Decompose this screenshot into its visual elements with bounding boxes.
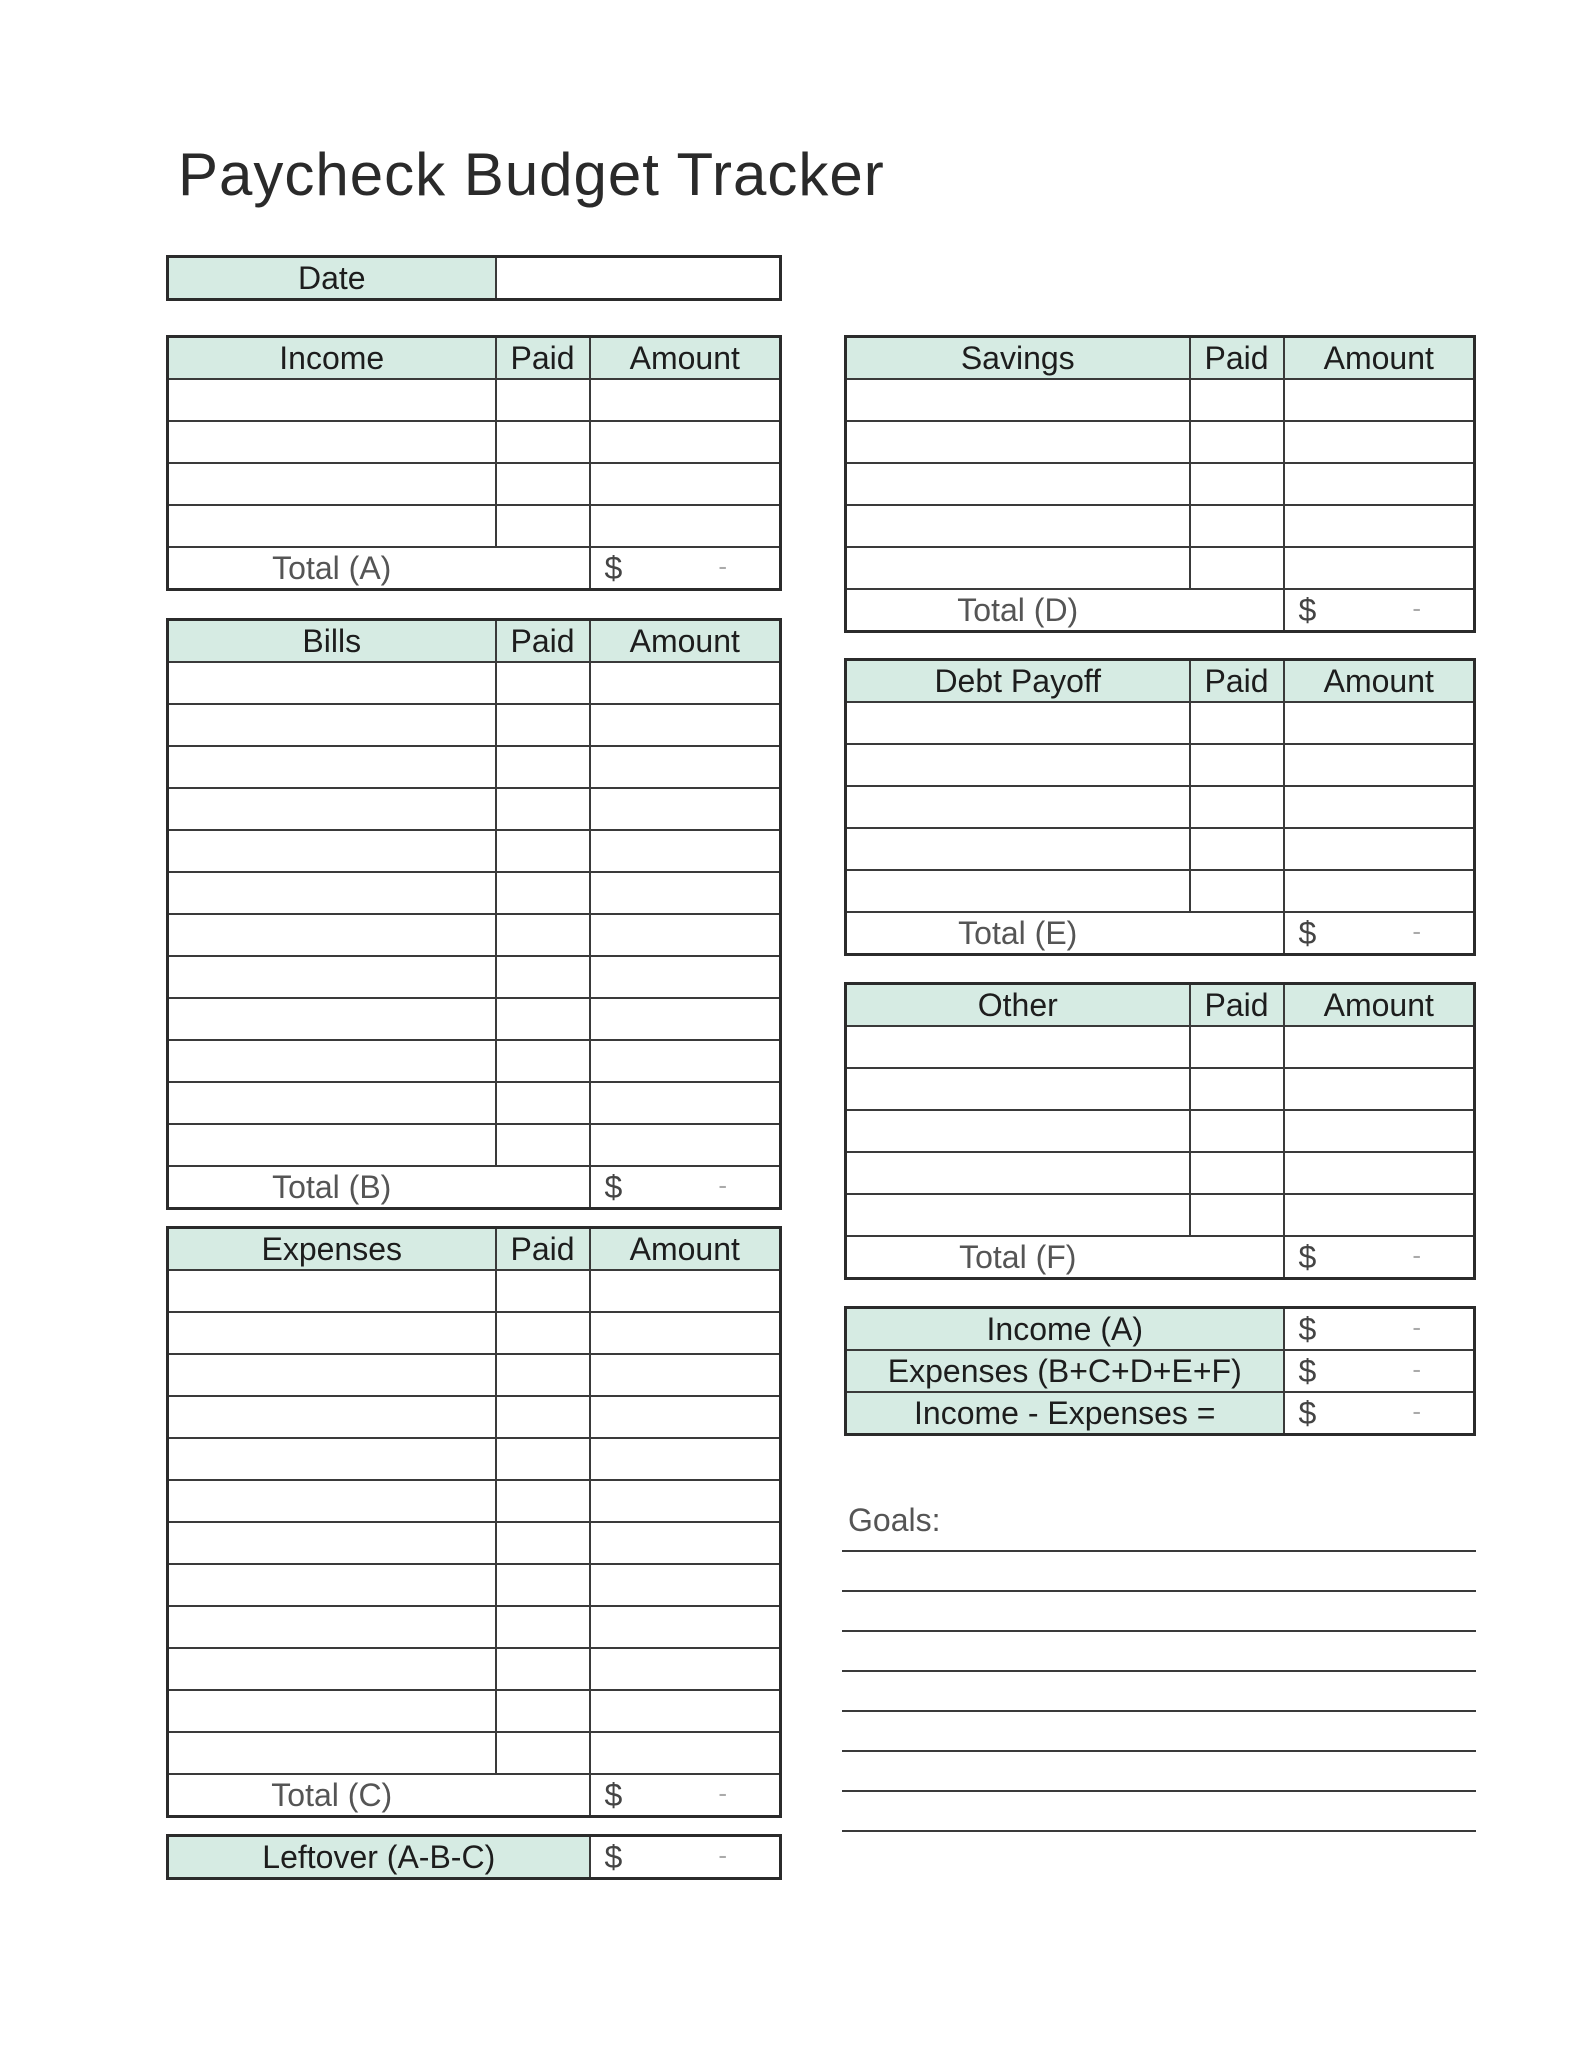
table-row [168,1564,781,1606]
summary-income-amount: - [1412,1312,1421,1342]
total-value: - [718,1778,727,1808]
item-cell[interactable] [168,421,496,463]
currency-symbol: $ [1298,915,1317,951]
table-row [168,379,781,421]
summary-expenses-amount: - [1412,1354,1421,1384]
paid-cell[interactable] [496,998,590,1040]
item-cell[interactable] [168,872,496,914]
currency-symbol: $ [1298,1353,1317,1389]
item-cell[interactable] [168,1270,496,1312]
amount-cell[interactable] [590,1480,781,1522]
paid-cell[interactable] [1190,421,1284,463]
paid-cell[interactable] [496,662,590,704]
paid-cell[interactable] [1190,744,1284,786]
table-row [846,828,1475,870]
paid-cell[interactable] [1190,786,1284,828]
table-row [846,505,1475,547]
table-row [168,505,781,547]
table-row [168,1082,781,1124]
item-cell[interactable] [846,1068,1190,1110]
bills-header: Bills [168,620,496,663]
paid-cell[interactable] [1190,1110,1284,1152]
item-cell[interactable] [846,1110,1190,1152]
item-cell[interactable] [846,463,1190,505]
expenses-total-label: Total (C) [168,1774,496,1817]
paid-cell[interactable] [496,505,590,547]
item-cell[interactable] [846,1152,1190,1194]
other-table [844,982,1476,1280]
amount-cell[interactable] [1284,1152,1475,1194]
paid-cell[interactable] [1190,379,1284,421]
table-row [168,1690,781,1732]
amount-cell[interactable] [1284,744,1475,786]
table-row [846,547,1475,589]
total-value: - [718,551,727,581]
leftover-value [590,1836,781,1879]
savings-total-label: Total (D) [846,589,1190,632]
income-total-value [590,547,781,590]
paid-cell[interactable] [1190,870,1284,912]
amount-cell[interactable] [590,1690,781,1732]
total-value: - [718,1170,727,1200]
savings-rows [846,379,1475,589]
amount-cell[interactable] [590,872,781,914]
summary-net-label: Income - Expenses = [846,1392,1284,1435]
table-row [846,702,1475,744]
paid-cell[interactable] [496,1354,590,1396]
goal-line[interactable] [842,1550,1476,1552]
amount-cell[interactable] [1284,1110,1475,1152]
amount-cell[interactable] [1284,786,1475,828]
amount-column-header: Amount [1284,660,1475,703]
amount-cell[interactable] [590,746,781,788]
currency-symbol: $ [1298,1311,1317,1347]
table-row [168,463,781,505]
table-row [168,421,781,463]
item-cell[interactable] [168,1040,496,1082]
table-row [168,1438,781,1480]
goal-line[interactable] [842,1590,1476,1592]
amount-cell[interactable] [590,1124,781,1166]
table-row [168,1124,781,1166]
item-cell[interactable] [168,1480,496,1522]
amount-cell[interactable] [590,1270,781,1312]
bills-table [166,618,782,1210]
item-cell[interactable] [168,1522,496,1564]
savings-total-value [1284,589,1475,632]
table-row [168,956,781,998]
amount-cell[interactable] [590,379,781,421]
amount-cell[interactable] [590,1438,781,1480]
amount-column-header: Amount [590,1228,781,1271]
paid-cell[interactable] [496,704,590,746]
table-row [846,1194,1475,1236]
item-cell[interactable] [846,379,1190,421]
paid-column-header: Paid [496,620,590,663]
bills-total-value [590,1166,781,1209]
leftover-label: Leftover (A-B-C) [168,1836,590,1879]
amount-cell[interactable] [1284,421,1475,463]
summary-income-label: Income (A) [846,1308,1284,1351]
other-rows [846,1026,1475,1236]
income-header: Income [168,337,496,380]
paid-cell[interactable] [1190,702,1284,744]
item-cell[interactable] [168,1354,496,1396]
paid-cell[interactable] [496,914,590,956]
expenses-table [166,1226,782,1818]
summary-expenses-value [1284,1350,1475,1392]
table-row [846,1152,1475,1194]
paid-cell[interactable] [496,1040,590,1082]
bills-total-label: Total (B) [168,1166,496,1209]
income-rows [168,379,781,547]
currency-symbol: $ [604,1777,623,1813]
summary-net-amount: - [1412,1396,1421,1426]
table-row [168,662,781,704]
item-cell[interactable] [168,1312,496,1354]
date-field[interactable] [496,257,781,300]
paid-cell[interactable] [496,1312,590,1354]
page-title: Paycheck Budget Tracker [178,141,885,208]
paid-cell[interactable] [1190,1194,1284,1236]
amount-cell[interactable] [1284,379,1475,421]
paid-cell[interactable] [1190,463,1284,505]
item-cell[interactable] [846,547,1190,589]
paid-cell[interactable] [496,463,590,505]
item-cell[interactable] [846,786,1190,828]
item-cell[interactable] [168,704,496,746]
savings-table [844,335,1476,633]
amount-cell[interactable] [1284,1026,1475,1068]
amount-column-header: Amount [1284,984,1475,1027]
table-row [168,1040,781,1082]
item-cell[interactable] [168,662,496,704]
table-row [168,746,781,788]
paid-cell[interactable] [496,746,590,788]
expenses-rows [168,1270,781,1774]
currency-symbol: $ [604,1839,623,1875]
debt-total-value [1284,912,1475,955]
paid-cell[interactable] [496,1124,590,1166]
leftover-amount: - [718,1840,727,1870]
table-row [846,870,1475,912]
table-row [168,1732,781,1774]
item-cell[interactable] [168,914,496,956]
amount-cell[interactable] [1284,1068,1475,1110]
amount-cell[interactable] [590,1648,781,1690]
amount-cell[interactable] [590,1312,781,1354]
item-cell[interactable] [168,746,496,788]
amount-cell[interactable] [590,1522,781,1564]
item-cell[interactable] [846,421,1190,463]
expenses-header: Expenses [168,1228,496,1271]
paid-cell[interactable] [1190,505,1284,547]
amount-cell[interactable] [590,1040,781,1082]
other-total-label: Total (F) [846,1236,1190,1279]
paid-column-header: Paid [1190,660,1284,703]
goal-line[interactable] [842,1630,1476,1632]
goal-line[interactable] [842,1790,1476,1792]
paid-cell[interactable] [496,1270,590,1312]
paid-cell[interactable] [496,379,590,421]
paid-cell[interactable] [496,1564,590,1606]
item-cell[interactable] [168,379,496,421]
table-row [168,1648,781,1690]
paid-cell[interactable] [496,788,590,830]
amount-cell[interactable] [590,421,781,463]
item-cell[interactable] [168,1690,496,1732]
amount-column-header: Amount [590,337,781,380]
paid-cell[interactable] [496,830,590,872]
table-row [168,704,781,746]
date-table [166,255,782,301]
goal-line[interactable] [842,1830,1476,1832]
paid-cell[interactable] [496,872,590,914]
paid-column-header: Paid [1190,337,1284,380]
table-row [168,1396,781,1438]
paid-cell[interactable] [496,1438,590,1480]
total-value: - [1412,593,1421,623]
other-header: Other [846,984,1190,1027]
table-row [846,744,1475,786]
paid-cell[interactable] [496,1522,590,1564]
table-row [168,1480,781,1522]
summary-income-value [1284,1308,1475,1351]
table-row [168,788,781,830]
amount-cell[interactable] [590,788,781,830]
item-cell[interactable] [846,744,1190,786]
bills-rows [168,662,781,1166]
amount-cell[interactable] [590,1606,781,1648]
paid-cell[interactable] [496,1480,590,1522]
item-cell[interactable] [168,1606,496,1648]
paid-column-header: Paid [496,1228,590,1271]
summary-expenses-label: Expenses (B+C+D+E+F) [846,1350,1284,1392]
date-label: Date [168,257,496,300]
currency-symbol: $ [604,550,623,586]
table-row [168,1270,781,1312]
item-cell[interactable] [168,830,496,872]
currency-symbol: $ [1298,1239,1317,1275]
item-cell[interactable] [168,1396,496,1438]
table-row [846,1110,1475,1152]
amount-cell[interactable] [590,1396,781,1438]
amount-column-header: Amount [1284,337,1475,380]
income-table [166,335,782,591]
paid-cell[interactable] [496,1732,590,1774]
table-row [846,421,1475,463]
item-cell[interactable] [168,956,496,998]
amount-cell[interactable] [1284,1194,1475,1236]
paid-column-header: Paid [496,337,590,380]
amount-cell[interactable] [590,998,781,1040]
amount-cell[interactable] [590,1732,781,1774]
paid-cell[interactable] [1190,1068,1284,1110]
amount-column-header: Amount [590,620,781,663]
debt-payoff-table [844,658,1476,956]
goal-line[interactable] [842,1710,1476,1712]
currency-symbol: $ [1298,1395,1317,1431]
savings-header: Savings [846,337,1190,380]
table-row [168,1606,781,1648]
amount-cell[interactable] [590,704,781,746]
paid-cell[interactable] [496,1606,590,1648]
amount-cell[interactable] [1284,828,1475,870]
paid-cell[interactable] [496,956,590,998]
paid-cell[interactable] [496,1082,590,1124]
item-cell[interactable] [846,702,1190,744]
amount-cell[interactable] [1284,463,1475,505]
item-cell[interactable] [168,1648,496,1690]
item-cell[interactable] [846,1194,1190,1236]
amount-cell[interactable] [1284,702,1475,744]
item-cell[interactable] [846,1026,1190,1068]
goal-line[interactable] [842,1670,1476,1672]
item-cell[interactable] [168,998,496,1040]
item-cell[interactable] [168,505,496,547]
item-cell[interactable] [168,1082,496,1124]
summary-table [844,1306,1476,1436]
table-row [168,1312,781,1354]
amount-cell[interactable] [590,1354,781,1396]
paid-cell[interactable] [496,1648,590,1690]
amount-cell[interactable] [590,505,781,547]
table-row [846,463,1475,505]
goals-label: Goals: [848,1502,941,1538]
item-cell[interactable] [168,788,496,830]
debt-total-label: Total (E) [846,912,1190,955]
total-value: - [1412,916,1421,946]
paid-cell[interactable] [496,1396,590,1438]
amount-cell[interactable] [1284,547,1475,589]
currency-symbol: $ [604,1169,623,1205]
amount-cell[interactable] [590,830,781,872]
item-cell[interactable] [168,1564,496,1606]
table-row [168,1354,781,1396]
item-cell[interactable] [846,828,1190,870]
debt-payoff-header: Debt Payoff [846,660,1190,703]
income-total-label: Total (A) [168,547,496,590]
table-row [168,830,781,872]
item-cell[interactable] [846,870,1190,912]
table-row [168,914,781,956]
paid-cell[interactable] [496,421,590,463]
debt-payoff-rows [846,702,1475,912]
amount-cell[interactable] [1284,505,1475,547]
item-cell[interactable] [168,1124,496,1166]
paid-cell[interactable] [1190,547,1284,589]
amount-cell[interactable] [1284,870,1475,912]
leftover-table [166,1834,782,1880]
paid-cell[interactable] [1190,828,1284,870]
table-row [846,1026,1475,1068]
table-row [168,998,781,1040]
item-cell[interactable] [846,505,1190,547]
summary-net-value [1284,1392,1475,1435]
amount-cell[interactable] [590,1082,781,1124]
item-cell[interactable] [168,1732,496,1774]
amount-cell[interactable] [590,914,781,956]
table-row [846,1068,1475,1110]
paid-cell[interactable] [1190,1026,1284,1068]
item-cell[interactable] [168,463,496,505]
table-row [846,379,1475,421]
table-row [168,1522,781,1564]
amount-cell[interactable] [590,463,781,505]
expenses-total-value [590,1774,781,1817]
currency-symbol: $ [1298,592,1317,628]
paid-cell[interactable] [1190,1152,1284,1194]
table-row [168,872,781,914]
total-value: - [1412,1240,1421,1270]
other-total-value [1284,1236,1475,1279]
goal-line[interactable] [842,1750,1476,1752]
amount-cell[interactable] [590,956,781,998]
paid-column-header: Paid [1190,984,1284,1027]
item-cell[interactable] [168,1438,496,1480]
amount-cell[interactable] [590,662,781,704]
table-row [846,786,1475,828]
paid-cell[interactable] [496,1690,590,1732]
amount-cell[interactable] [590,1564,781,1606]
